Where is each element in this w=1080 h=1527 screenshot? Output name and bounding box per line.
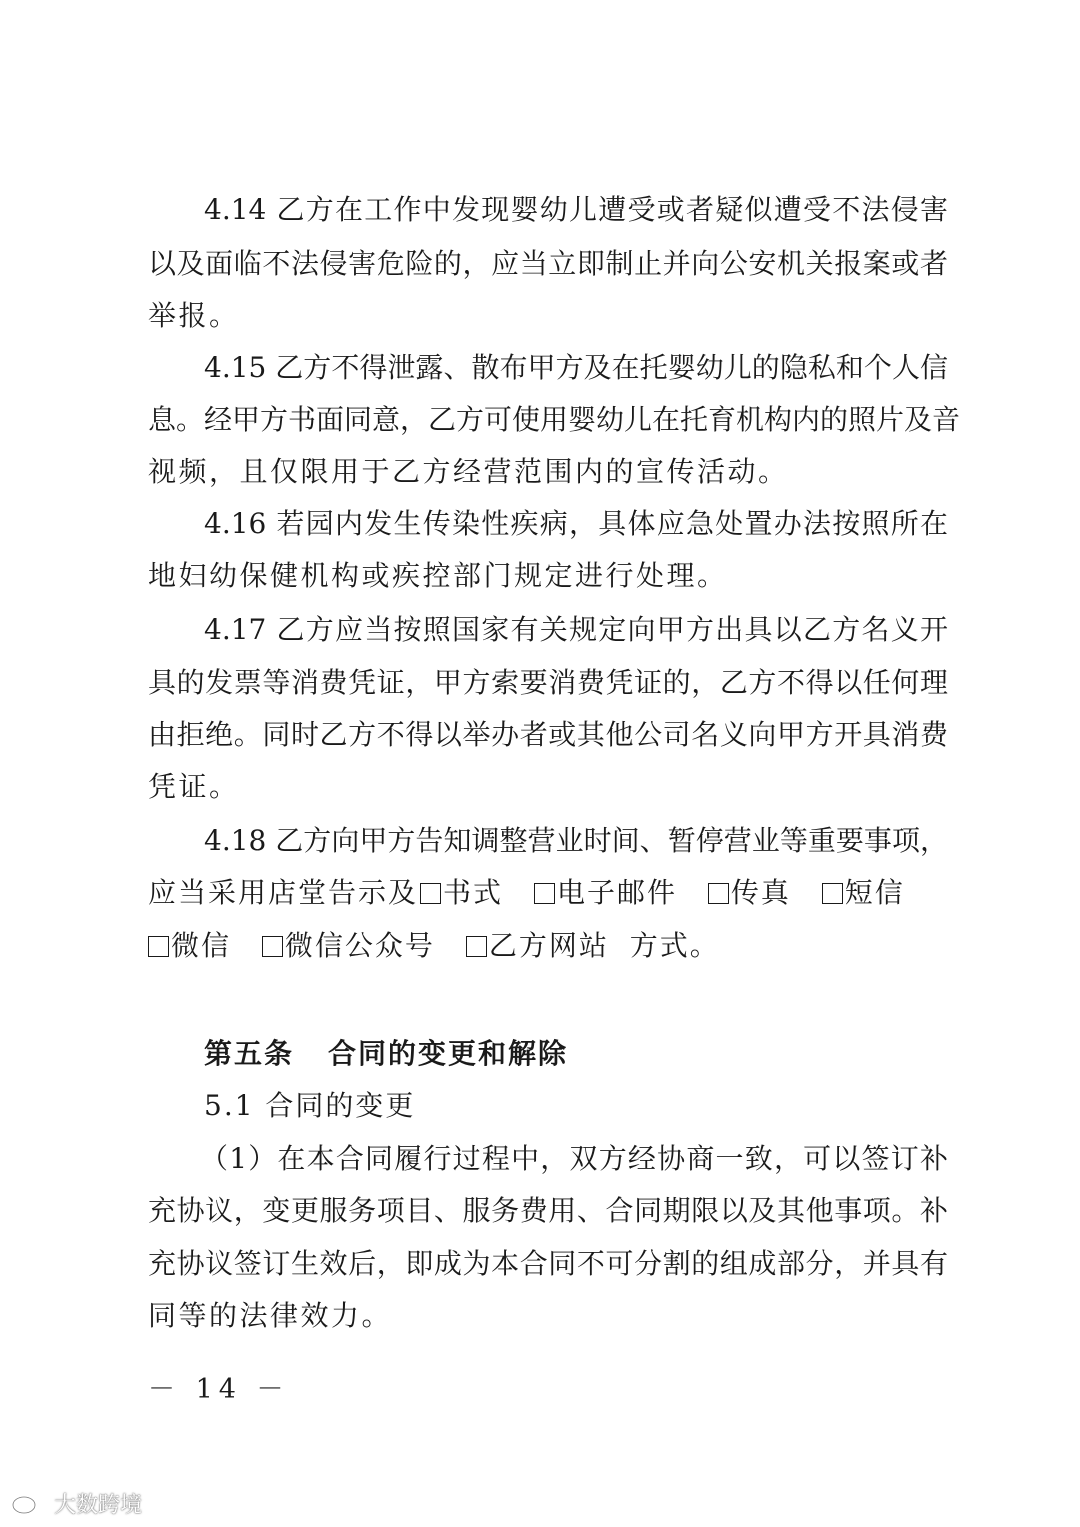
p418-line-2 bbox=[148, 875, 948, 911]
p414-line-3: 举报。 bbox=[148, 299, 240, 332]
item1-line-4: 同等的法律效力。 bbox=[148, 1299, 393, 1332]
item1-line-3: 充协议签订生效后，即成为本合同不可分割的组成部分，并具有 bbox=[148, 1247, 948, 1280]
p416-line-1: 4.16 若园内发生传染性疾病，具体应急处置办法按照所在 bbox=[204, 507, 948, 540]
option-website-label: 乙方网站 bbox=[488, 929, 609, 962]
p414-line-2: 以及面临不法侵害危险的，应当立即制止并向公安机关报案或者 bbox=[148, 247, 948, 280]
p417-line-4: 凭证。 bbox=[148, 770, 240, 803]
option-fax-label: 传真 bbox=[730, 876, 791, 909]
checkbox-website[interactable] bbox=[466, 936, 487, 957]
checkbox-email[interactable] bbox=[534, 883, 555, 904]
page-number: － 14 － bbox=[148, 1374, 290, 1405]
p418-prefix: 应当采用店堂告示及 bbox=[148, 876, 419, 909]
option-wechat-label: 微信 bbox=[171, 929, 232, 962]
p417-line-3: 由拒绝。同时乙方不得以举办者或其他公司名义向甲方开具消费 bbox=[148, 718, 948, 751]
option-written-label: 书式 bbox=[443, 876, 504, 909]
checkbox-fax[interactable] bbox=[708, 883, 729, 904]
option-sms-label: 短信 bbox=[844, 876, 905, 909]
p415-line-1: 4.15 乙方不得泄露、散布甲方及在托婴幼儿的隐私和个人信 bbox=[204, 351, 948, 384]
checkbox-written[interactable] bbox=[420, 883, 441, 904]
option-wechat-official-label: 微信公众号 bbox=[284, 929, 435, 962]
watermark-text: 大数跨境 bbox=[54, 1492, 143, 1518]
checkbox-wechat[interactable] bbox=[148, 936, 169, 957]
article5-number: 第五条 bbox=[204, 1037, 295, 1070]
p417-line-2: 具的发票等消费凭证，甲方索要消费凭证的，乙方不得以任何理 bbox=[148, 666, 948, 699]
checkbox-wechat-official[interactable] bbox=[262, 936, 283, 957]
article5-heading bbox=[204, 1036, 568, 1072]
p415-line-2: 息。经甲方书面同意，乙方可使用婴幼儿在托育机构内的照片及音 bbox=[148, 403, 961, 436]
p418-line-3 bbox=[148, 928, 948, 964]
p417-line-1: 4.17 乙方应当按照国家有关规定向甲方出具以乙方名义开 bbox=[204, 613, 948, 646]
article5-title: 合同的变更和解除 bbox=[328, 1037, 569, 1070]
watermark bbox=[10, 1486, 142, 1520]
weibo-logo-icon bbox=[10, 1491, 48, 1515]
section-5-1: 5.1 合同的变更 bbox=[204, 1089, 416, 1122]
p415-line-3: 视频，且仅限用于乙方经营范围内的宣传活动。 bbox=[148, 455, 789, 488]
option-email-label: 电子邮件 bbox=[556, 876, 677, 909]
item1-line-2: 充协议，变更服务项目、服务费用、合同期限以及其他事项。补 bbox=[148, 1194, 948, 1227]
item1-line-1: （1）在本合同履行过程中，双方经协商一致，可以签订补 bbox=[200, 1142, 948, 1175]
p416-line-2: 地妇幼保健机构或疾控部门规定进行处理。 bbox=[148, 559, 728, 592]
checkbox-sms[interactable] bbox=[822, 883, 843, 904]
p414-line-1: 4.14 乙方在工作中发现婴幼儿遭受或者疑似遭受不法侵害 bbox=[204, 193, 948, 226]
p418-suffix: 方式。 bbox=[629, 929, 720, 962]
p418-line-1: 4.18 乙方向甲方告知调整营业时间、暂停营业等重要事项， bbox=[204, 824, 948, 857]
